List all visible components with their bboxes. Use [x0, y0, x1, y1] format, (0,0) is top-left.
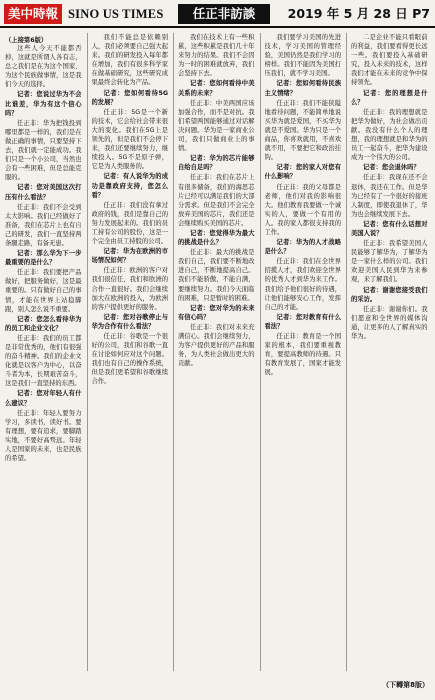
interview-answer: 任正非：我的理想就是把华为做好，为社会做出贡献。我没有什么个人的理想，我的理想就是和华为的员工一起奋斗，把华为建设成为一个伟大的公司。: [351, 108, 428, 162]
interview-answer: 任正非：我的父母都是老师，他们对我的影响很大。他们教育我要做一个诚实的人，要做一个有用的人。我的家人都很支持我的工作。: [264, 183, 341, 236]
interview-answer: 任正非：我们不能狭隘地看待问题，不能简单地说买华为就是爱国，不买华为就是不爱国。华为只是一个商品，你喜欢就用，不喜欢就不用，不要把它和政治挂钩。: [264, 99, 341, 162]
interview-answer: 任正非：我们对未来充满信心。我们会继续努力，为客户提供更好的产品和服务，为人类社会做出更大的贡献。: [178, 323, 255, 368]
interview-answer: 任正非：最大的挑战是我们自己，我们要不断地改进自己，不断地提高自己。我们不能骄傲，不能自满，要继续努力。我们今天面临的困难，只是暂时的困难。: [178, 249, 255, 302]
column-divider: [87, 33, 88, 671]
interview-answer: 任正非：谢谢你们。我们愿意和全世界的媒体沟通，让更多的人了解真实的华为。: [351, 305, 428, 340]
interview-answer: 二是企业不能只看眼前的利益，我们要看得更长远一些。我们要投入基础研究，投入未来的技术，这样我们才能在未来的竞争中保持领先。: [351, 34, 428, 87]
interview-answer: 任正非：我们在芯片上有很多储备，我们的海思芯片已经可以满足我们的大部分需求。但是我们不会完全放弃美国的芯片，我们还是会继续购买美国的芯片。: [178, 174, 255, 227]
column-divider: [173, 33, 174, 671]
interview-question: 记者：华为在欧洲的市场情况如何？: [91, 248, 168, 265]
newspaper-logo: [4, 4, 163, 24]
interview-question: 记者：您怎么看待华为的员工和企业文化？: [5, 315, 82, 332]
article-body: [5, 33, 431, 671]
brand-english-name: SINO US TIMES: [68, 6, 164, 21]
interview-question: 记者：您如何看待中美关系的未来？: [178, 80, 255, 97]
interview-answer: 我们不能总是依赖别人，我们必须要自己强大起来。我们的研发投入每年都在增加，我们有很多科学家在做基础研究，这些研究成果最终会转化为产品。: [91, 34, 168, 87]
interview-question: 记者：华为的人才战略是什么？: [264, 239, 341, 256]
article-column-1: [5, 33, 82, 682]
article-column-2: [92, 33, 169, 671]
article-column-5: [351, 33, 428, 671]
column-divider: [260, 33, 261, 671]
interview-answer: 任正非：谷歌是一个很好的公司，我们和谷歌一直在讨论如何应对这个问题。我们也有自己的操作系统，但是我们更希望和谷歌继续合作。: [91, 333, 168, 386]
interview-question: 记者：您的理想是什么？: [351, 89, 428, 106]
interview-question: 记者：您有什么话想对美国人说？: [351, 220, 428, 237]
article-column-4: [265, 33, 342, 671]
interview-question: 记者：您如何看待5G的发展？: [91, 89, 168, 106]
interview-answer: 任正非：我们不会受到太大影响。我们已经做好了准备，我们在芯片上也有自己的研发，我们一直坚持两条腿走路，有备无患。: [5, 203, 82, 247]
column-divider: [346, 33, 347, 671]
interview-question: 记者：华为的芯片能够自给自足吗？: [178, 155, 255, 172]
interview-question: 记者：您会退休吗？: [363, 164, 420, 172]
interview-answer: 任正非：我们在全世界招揽人才，我们欢迎全世界的优秀人才到华为来工作。我们给予他们很好的待遇，让他们能够安心工作，发挥自己的才能。: [264, 258, 341, 311]
interview-answer: 任正非：我现在还不会退休，我还在工作。但是华为已经有了一个很好的接班人制度，即使我退休了，华为也会继续发展下去。: [351, 174, 428, 218]
interview-question: 记者：谢谢您接受我们的采访。: [351, 286, 428, 303]
interview-question: 记者：您如何看待民族主义情绪？: [264, 80, 341, 97]
interview-question: 记者：您对教育有什么看法？: [264, 313, 341, 330]
interview-answer: 这些人今天不能都否掉，这就是所谓人各有志，总之我们是在为这个国家、为这个民族做事情，这是我们今天的选择。: [5, 45, 82, 89]
masthead: [0, 0, 435, 28]
article-column-3: [178, 33, 255, 671]
interview-question: 记者：您的家人对您有什么影响？: [264, 164, 341, 181]
continued-from-tag: （上接第6版）: [5, 37, 48, 44]
interview-answer: 任正非：华为把钱投到哪里都是一样的，我们是在做正确的事情，只要坚持下去，我们就一定能成功。我们只是一个小公司，当然也会有一些困难，但是总能克服的。: [5, 119, 82, 182]
interview-question: 记者：您说过华为不会比谁差，华为有这个信心吗？: [5, 91, 82, 117]
interview-answer: 任正非：我们要把产品做好，把服务做好，这是最重要的。只有做好自己的事情，才能在世界上站稳脚跟，别人怎么说不重要。: [5, 269, 82, 313]
interview-answer: 任正非：欧洲的客户对我们很信任，我们和欧洲的合作一直很好。我们会继续加大在欧洲的投入，为欧洲的客户提供更好的服务。: [91, 267, 168, 311]
interview-question: 记者：那么华为下一步最重要的是什么？: [5, 250, 82, 267]
interview-question: 记者：您对谷歌停止与华为合作有什么看法？: [91, 313, 168, 330]
interview-answer: 我们要学习美国的先进技术，学习美国的管理经验，美国仍然是我们学习的榜样。我们不能因为美国打压我们，就不学习美国。: [264, 34, 341, 78]
interview-question: 记者：您对美国这次打压有什么看法？: [5, 184, 82, 201]
interview-answer: 任正非：中美两国应该加强合作，而不是对抗。我们希望两国能够通过对话解决问题。华为是一家商业公司，我们只做商业上的事情。: [178, 99, 255, 153]
interview-answer: 任正非：5G是一个新的技术，它会给社会带来很大的变化。我们在5G上是领先的，但是我们不会停下来，我们还要继续努力，继续投入。5G不是原子弹，它是为人类服务的。: [91, 108, 168, 171]
interview-answer: 任正非：我希望美国人民能够了解华为，了解华为是一家什么样的公司。我们欢迎美国人民到华为来参观，来了解我们。: [351, 240, 428, 284]
interview-question: 记者：您觉得华为最大的挑战是什么？: [178, 229, 255, 247]
interview-answer: 任正非：我们的员工都是非常优秀的，他们有很强的奋斗精神。我们的企业文化就是以客户为中心，以奋斗者为本，长期艰苦奋斗，这是我们一直坚持的东西。: [5, 334, 82, 388]
interview-question: 记者：有人说华为的成功是靠政府支持，您怎么看？: [91, 173, 168, 199]
interview-answer: 我们在技术上有一些积累，这些积累是我们几十年来努力的结果。我们不会因为一时的困难就放弃，我们会坚持下去。: [178, 34, 255, 78]
interview-answer: 任正非：教育是一个国家的根本，我们要重视教育，要提高教师的待遇。只有教育发展了，国家才能发展。: [264, 333, 341, 377]
interview-question: 记者：您对华为的未来有信心吗？: [178, 304, 255, 321]
issue-date-page: 2019 年 5 月 28 日 P7: [287, 6, 430, 21]
interview-answer: 任正非：我们没有拿过政府的钱，我们是靠自己的努力发展起来的。我们的员工持有公司的股份，这是一个完全由员工持股的公司。: [91, 201, 168, 246]
section-title: 任正非訪談: [178, 4, 270, 24]
interview-question: 记者：您对年轻人有什么建议？: [5, 390, 82, 407]
brand-chinese-name: 美中時報: [4, 4, 62, 24]
interview-answer: 任正非：年轻人要努力学习，多读书，读好书。要有理想，要有追求，要脚踏实地，不要好高骛远。年轻人是国家的未来，也是民族的希望。: [5, 409, 82, 463]
continued-to-tag: （下轉第8版）: [382, 681, 429, 689]
